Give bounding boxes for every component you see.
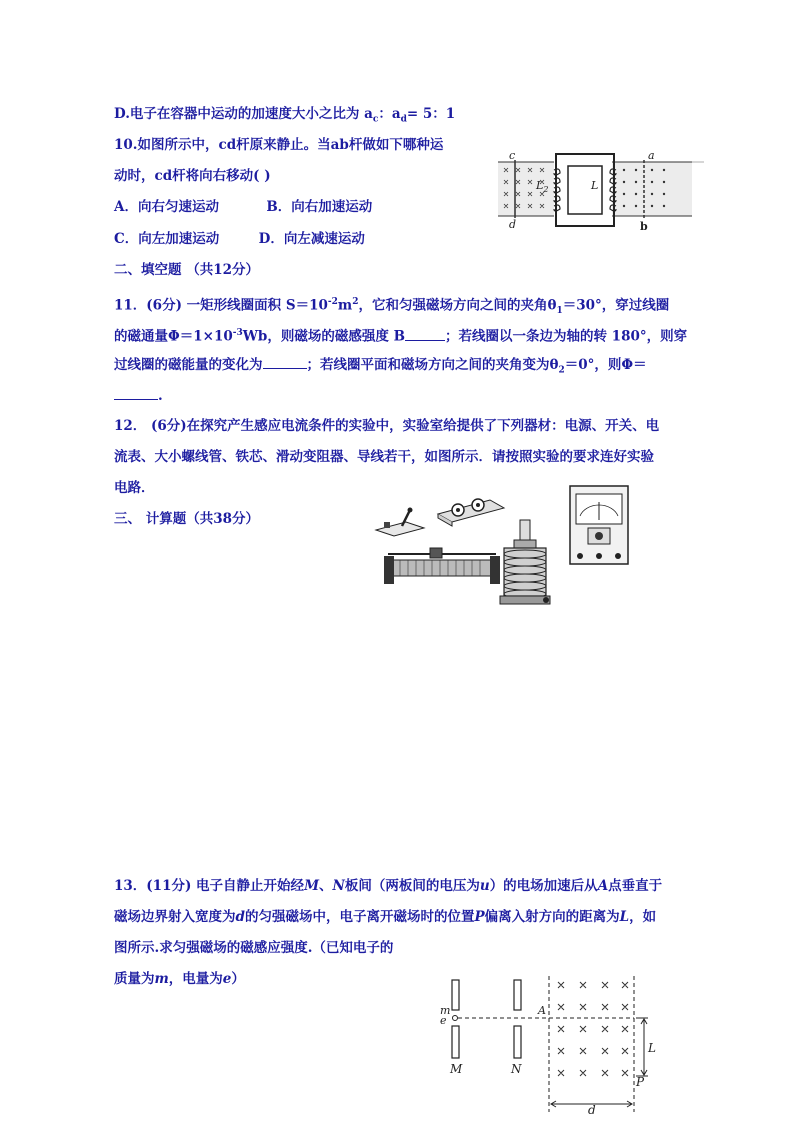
- label-d: d: [588, 1103, 596, 1117]
- label-m: m: [440, 1004, 451, 1017]
- q11-line2: 的磁通量$\Phi=1\times 10^{-3}Wb$，则磁场的磁感强度 B ；若线圈以一条边为轴的转 180°，则穿: [114, 323, 687, 347]
- section-2-title: 二、填空题 （共12分）: [114, 262, 259, 278]
- q13-line3: 图所示.求匀强磁场的磁感应强度.（已知电子的: [114, 940, 394, 956]
- label-P: P: [636, 1075, 645, 1089]
- q10-option-a: A．向右匀速运动: [114, 199, 219, 215]
- label-b: b: [640, 220, 648, 233]
- field-cross-marks: [558, 982, 628, 1076]
- label-e: e: [440, 1014, 447, 1027]
- q13-line1: 13．(11分) 电子自静止开始经M、N板间（两板间的电压为u）的电场加速后从A点垂直于: [114, 878, 663, 894]
- blank-phi[interactable]: [114, 385, 158, 400]
- plate-n-top: [514, 980, 521, 1010]
- q10-option-b: B．向右加速运动: [266, 199, 373, 215]
- q9-option-d: D.电子在容器中运动的加速度大小之比为 $a_c$：$a_d= 5$：1: [114, 106, 456, 125]
- magnetic-field-figure: [434, 972, 674, 1120]
- label-l: L: [591, 179, 599, 192]
- label-l2: $L_2$: [536, 179, 549, 194]
- label-M: M: [450, 1062, 463, 1076]
- q13-line2: 磁场边界射入宽度为d的匀强磁场中，电子离开磁场时的位置P偏离入射方向的距离为L，如: [114, 909, 657, 925]
- label-N: N: [511, 1062, 522, 1076]
- label-a: a: [648, 149, 655, 162]
- switch-icon: [376, 508, 424, 537]
- q12-line1: 12． (6分)在探究产生感应电流条件的实验中，实验室给提供了下列器材：电源、开关、电: [114, 418, 660, 434]
- q13-line4: 质量为m，电量为e）: [114, 971, 245, 987]
- plate-m-top: [452, 980, 459, 1010]
- q10-option-c: C．向左加速运动: [114, 231, 220, 247]
- apparatus-figure: [370, 476, 640, 612]
- transformer-rails-diagram: [494, 148, 708, 234]
- blank-b[interactable]: [405, 326, 445, 341]
- solenoid-icon: [500, 520, 550, 604]
- power-supply-icon: [438, 499, 504, 526]
- q10-line2: 动时，cd杆将向右移动( ): [114, 168, 271, 184]
- plate-n-bottom: [514, 1026, 521, 1058]
- label-A: A: [538, 1004, 546, 1017]
- galvanometer-icon: [570, 486, 628, 564]
- q11-line4: .: [114, 385, 163, 406]
- q10-option-d: D．向左减速运动: [258, 231, 365, 247]
- blank-flux-change[interactable]: [263, 354, 307, 369]
- label-c: c: [509, 149, 516, 162]
- q10-options-ab: [114, 197, 372, 217]
- label-d: d: [509, 218, 517, 231]
- section-3-title: 三、 计算题（共38分）: [114, 511, 259, 527]
- label-L: L: [648, 1041, 656, 1055]
- q12-line3: 电路．: [114, 480, 155, 496]
- q10-options-cd: [114, 229, 365, 249]
- rheostat-icon: [384, 548, 500, 584]
- q11-line3: 过线圈的磁能量的变化为 ；若线圈平面和磁场方向之间的夹角变为$\theta_2=0^\circ$，则Φ＝: [114, 354, 647, 381]
- q11-line1: 11．(6分) 一矩形线圈面积 $S=10^{-2}m^2$，它和匀强磁场方向之间的夹角$\theta_1=30^\circ$，穿过线圈: [114, 297, 670, 317]
- q10-line1: 10.如图所示中，cd杆原来静止。当ab杆做如下哪种运: [114, 137, 444, 153]
- q12-line2: 流表、大小螺线管、铁芯、滑动变阻器、导线若干，如图所示．请按照实验的要求连好实验: [114, 449, 654, 465]
- plate-m-bottom: [452, 1026, 459, 1058]
